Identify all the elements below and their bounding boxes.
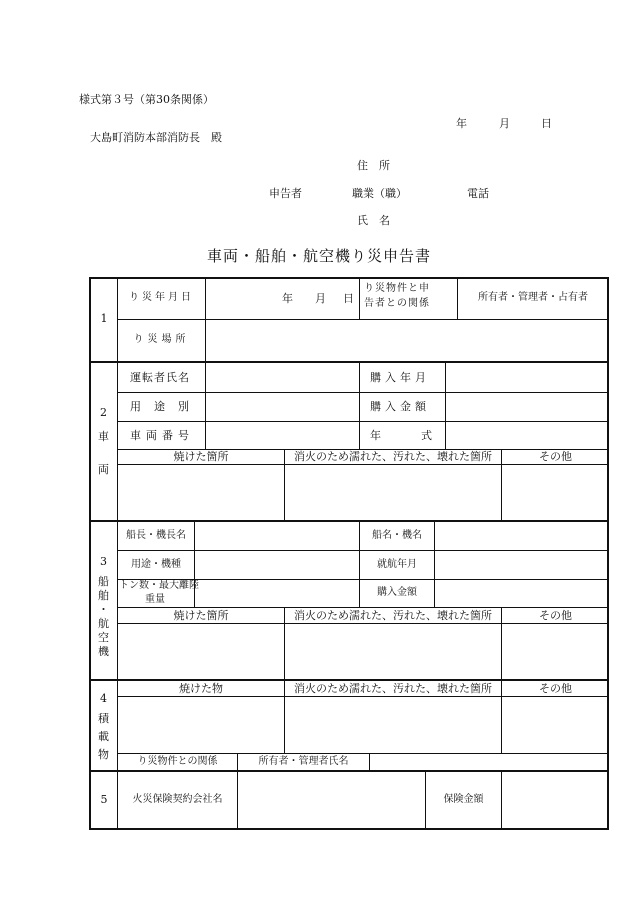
relation-label-line1: り災物件と申 <box>364 283 430 294</box>
section-3-heading: 航 <box>98 617 109 630</box>
insurer-name-label: 火災保険契約会社名 <box>132 793 223 805</box>
other-label: その他 <box>539 681 572 695</box>
section-3-heading: 舶 <box>98 589 109 602</box>
section-3-heading: ・ <box>98 603 109 616</box>
section-5-number: 5 <box>100 793 108 807</box>
other-label: その他 <box>539 450 572 464</box>
section-3-heading: 空 <box>98 631 109 644</box>
disaster-date-label: り災年月日 <box>129 291 194 303</box>
divider <box>89 361 609 363</box>
divider <box>117 464 609 465</box>
name-label: 氏 名 <box>357 214 390 227</box>
damaged-parts-label: 消火のため濡れた、汚れた、壊れた箇所 <box>294 608 492 622</box>
section-2-number: 2 <box>100 406 107 419</box>
tonnage-label-line1: トン数・最大離陸 <box>119 580 199 591</box>
section-2-heading: 車 <box>98 430 109 443</box>
divider <box>359 277 360 320</box>
owner-name-label: 所有者・管理者氏名 <box>258 755 349 767</box>
model-year-label: 年式 <box>370 429 472 442</box>
disaster-date-month: 月 <box>315 292 326 305</box>
purchase-price-label: 購入金額 <box>377 587 417 599</box>
section-3-number: 3 <box>100 555 107 568</box>
disaster-place-label: り災場所 <box>133 334 190 346</box>
section-3-heading: 機 <box>98 645 109 658</box>
insured-amount-label: 保険金額 <box>443 793 484 805</box>
divider <box>237 772 238 830</box>
divider <box>369 753 370 771</box>
disaster-date-day: 日 <box>343 292 354 305</box>
section-4-number: 4 <box>100 692 107 705</box>
divider <box>205 277 206 362</box>
applicant-label: 申告者 <box>269 187 302 200</box>
section-4-heading: 積 <box>98 712 109 725</box>
vehicle-number-label: 車両番号 <box>130 429 194 442</box>
section-3-heading: 船 <box>98 575 109 588</box>
divider <box>117 421 609 422</box>
usage-label: 用途別 <box>130 400 202 413</box>
relation-value: 所有者・管理者・占有者 <box>478 291 588 303</box>
burned-parts-label: 焼けた箇所 <box>173 608 229 622</box>
burned-parts-label: 焼けた箇所 <box>173 450 229 464</box>
occupation-label: 職業（職） <box>352 187 407 200</box>
phone-label: 電話 <box>467 187 489 200</box>
section-4-heading: 物 <box>98 748 109 761</box>
other-label: その他 <box>539 608 572 622</box>
divider <box>434 522 435 608</box>
divider <box>117 623 609 624</box>
purchase-date-label: 購入年月 <box>370 371 430 384</box>
damaged-parts-label: 消火のため濡れた、汚れた、壊れた箇所 <box>294 681 492 695</box>
burned-items-label: 焼けた物 <box>179 681 223 695</box>
address-label: 住 所 <box>357 159 390 172</box>
service-date-label: 就航年月 <box>377 558 417 570</box>
header-date-day: 日 <box>541 117 552 130</box>
section-4-heading: 載 <box>98 730 109 743</box>
addressee: 大島町消防本部消防長 殿 <box>90 131 222 144</box>
purchase-price-label: 購入金額 <box>370 400 430 413</box>
section-1-number: 1 <box>100 312 108 326</box>
header-date-year: 年 <box>456 117 467 130</box>
divider <box>117 696 609 697</box>
driver-name-label: 運転者氏名 <box>130 371 190 384</box>
header-date-month: 月 <box>499 117 510 130</box>
divider <box>501 772 502 830</box>
page-title: 車両・船舶・航空機り災申告書 <box>207 247 432 265</box>
tonnage-label-line2: 重量 <box>145 594 165 605</box>
disaster-date-year: 年 <box>282 292 293 305</box>
ship-name-label: 船名・機名 <box>372 529 422 541</box>
section-2-heading: 両 <box>98 463 109 476</box>
divider <box>194 522 195 608</box>
usage-model-label: 用途・機種 <box>131 558 181 570</box>
divider <box>359 363 360 450</box>
relation-label-line2: 告者との関係 <box>364 298 430 309</box>
form-number: 様式第３号（第30条関係） <box>79 93 214 106</box>
divider <box>205 363 206 450</box>
divider <box>117 392 609 393</box>
item-relation-label: り災物件との関係 <box>137 755 218 767</box>
damaged-parts-label: 消火のため濡れた、汚れた、壊れた箇所 <box>294 450 492 464</box>
captain-name-label: 船長・機長名 <box>126 529 186 541</box>
